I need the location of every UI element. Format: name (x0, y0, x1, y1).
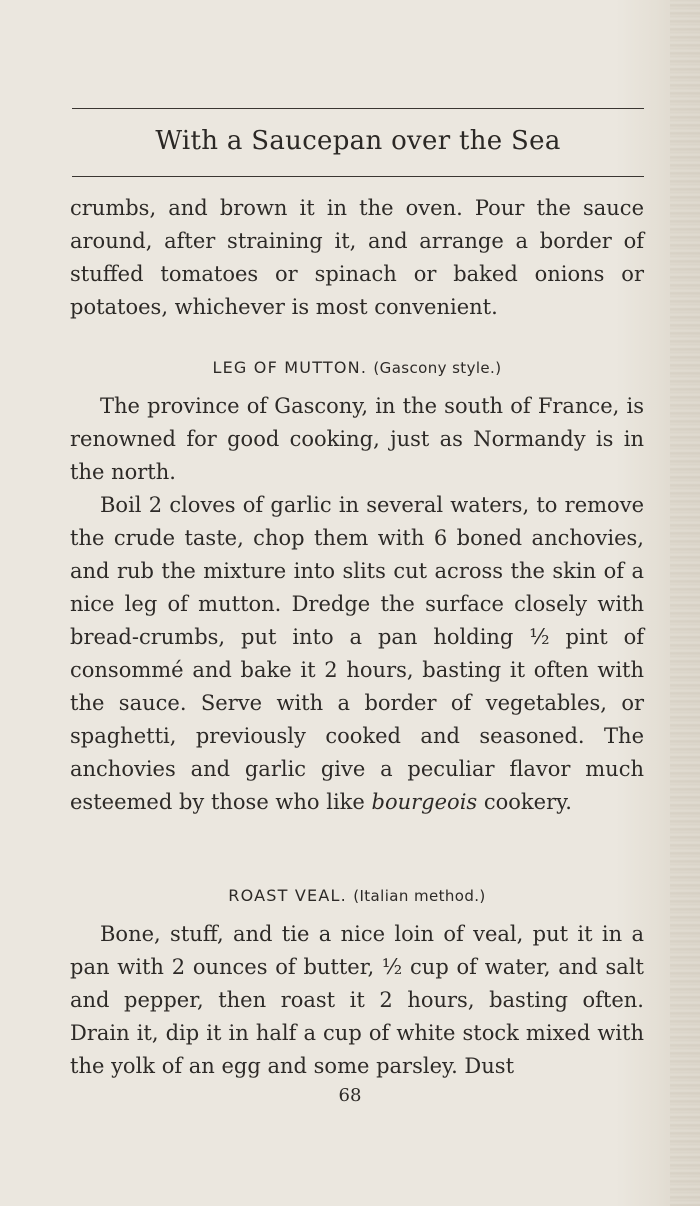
header-rule-top (72, 108, 644, 109)
page-number: 68 (338, 1085, 362, 1106)
recipe-title: ROAST VEAL. (228, 886, 347, 905)
recipe-title: LEG OF MUTTON. (212, 358, 368, 377)
recipe-paragraph (70, 489, 644, 819)
recipe-paragraph: The province of Gascony, in the south of France, is renowned for good cooking, just as Normandy is in the north. (70, 394, 644, 484)
running-header: With a Saucepan over the Sea (155, 126, 561, 156)
page-edge (670, 0, 700, 1206)
recipe-paragraph: Bone, stuff, and tie a nice loin of veal, put it in a pan with 2 ounces of butter, ½ cup of water, and salt and pepper, then roast it 2 hours, basting often. Drain it, dip it in half a cup of white stock mixed with the yolk of an egg and some parsley. Dust (70, 922, 644, 1078)
recipe-heading-leg-of-mutton (70, 358, 644, 377)
italic-word: bourgeois (371, 790, 478, 814)
recipe-paragraph-text: Boil 2 cloves of garlic in several waters, to remove the crude taste, chop them with 6 boned anchovies, and rub the mixture into slits cut across the skin of a nice leg of mutton. Dredge the surface closely with bread-crumbs, put into a pan holding ½ pint of consommé and bake it 2 hours, basting it often with the sauce. Serve with a border of vegetables, or spaghetti, previously cooked and seasoned. The anchovies and garlic give a peculiar flavor much esteemed by those who like (70, 493, 644, 814)
recipe-heading-roast-veal (70, 886, 644, 905)
recipe-body-roast-veal (70, 918, 644, 1083)
continued-text: crumbs, and brown it in the oven. Pour the sauce around, after straining it, and arrange a border of stuffed tomatoes or spinach or baked onions or potatoes, whichever is most convenient. (70, 196, 644, 319)
recipe-paragraph-end: cookery. (483, 790, 572, 814)
recipe-subtitle: (Italian method.) (353, 887, 486, 905)
header-rule-bottom (72, 176, 644, 177)
recipe-body-leg-of-mutton (70, 390, 644, 819)
recipe-subtitle: (Gascony style.) (373, 359, 502, 377)
continued-paragraph (70, 192, 644, 324)
